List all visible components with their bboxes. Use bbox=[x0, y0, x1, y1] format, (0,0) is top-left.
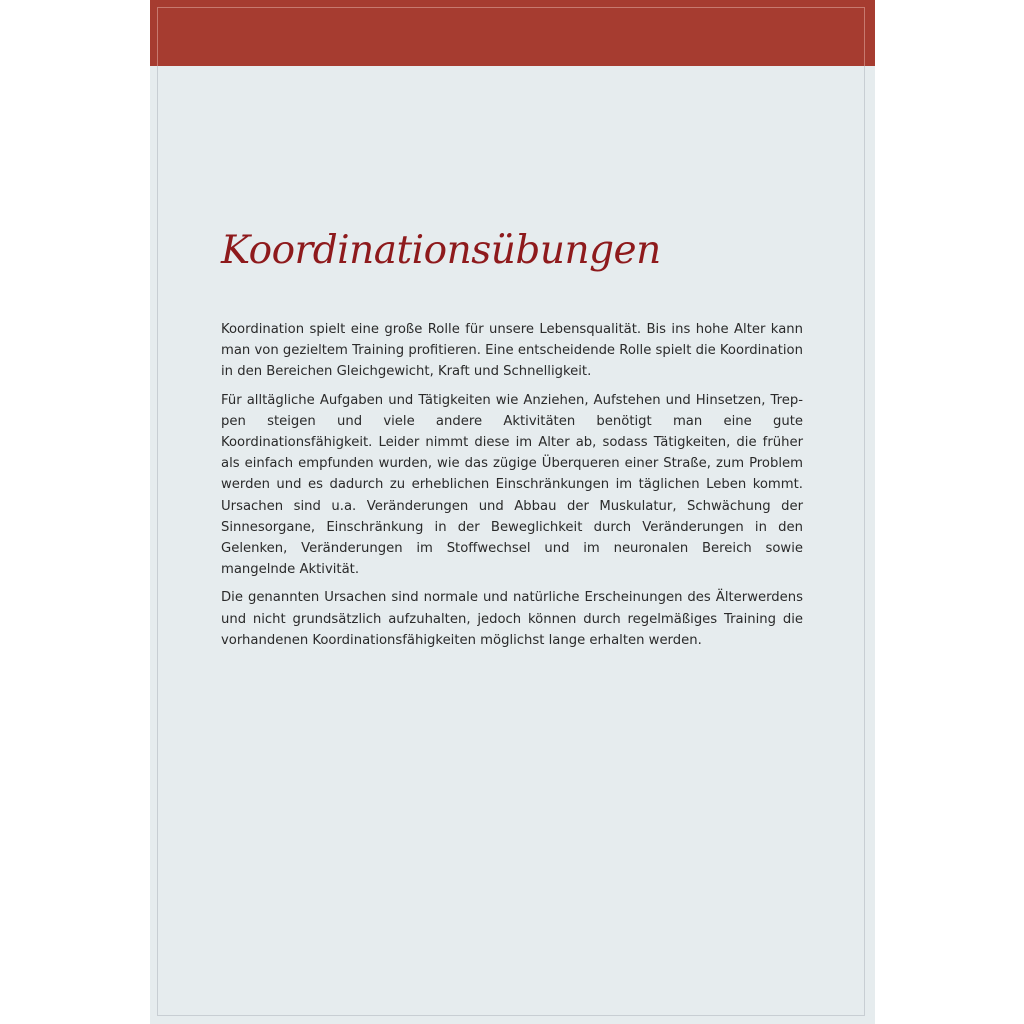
page-frame-top bbox=[157, 7, 865, 66]
paragraph: Die genannten Ursachen sind normale und natürliche Erscheinungen des Älterwerdens und nicht grundsätzlich aufzuhalten, jedoch können durch regelmäßiges Training die vorhandenen Koordinationsfähigkeiten möglichst lange erhalten werden. bbox=[221, 590, 803, 648]
page-title: Koordinationsübungen bbox=[221, 228, 661, 273]
paragraph: Für alltägliche Aufgaben und Tätigkeiten wie Anziehen, Aufstehen und Hinsetzen, Treppen steigen und viele andere Aktivitäten benötigt man eine gute Koordinationsfähigkeit. Leider nimmt diese im Alter ab, sodass Tätigkeiten, die früher als einfach empfunden wurden, wie das zügige Überqueren einer Straße, zum Problem werden und es dadurch zu erheblichen Einschränkungen im täglichen Leben kommt. Ursachen sind u.a. Veränderungen und Abbau der Muskulatur, Schwächung der Sinnesorgane, Einschränkung in der Beweglichkeit durch Veränderungen in den Gelenken, Veränderungen im Stoffwechsel und im neuronalen Bereich sowie mangelnde Aktivität. bbox=[221, 392, 803, 578]
body-text bbox=[221, 319, 803, 658]
paragraph: Koordination spielt eine große Rolle für unsere Lebensqualität. Bis ins hohe Alter kann man von gezieltem Training profitieren. Eine entscheidende Rolle spielt die Koordination in den Bereichen Gleichgewicht, Kraft und Schnelligkeit. bbox=[221, 322, 803, 380]
document-page bbox=[150, 0, 875, 1024]
